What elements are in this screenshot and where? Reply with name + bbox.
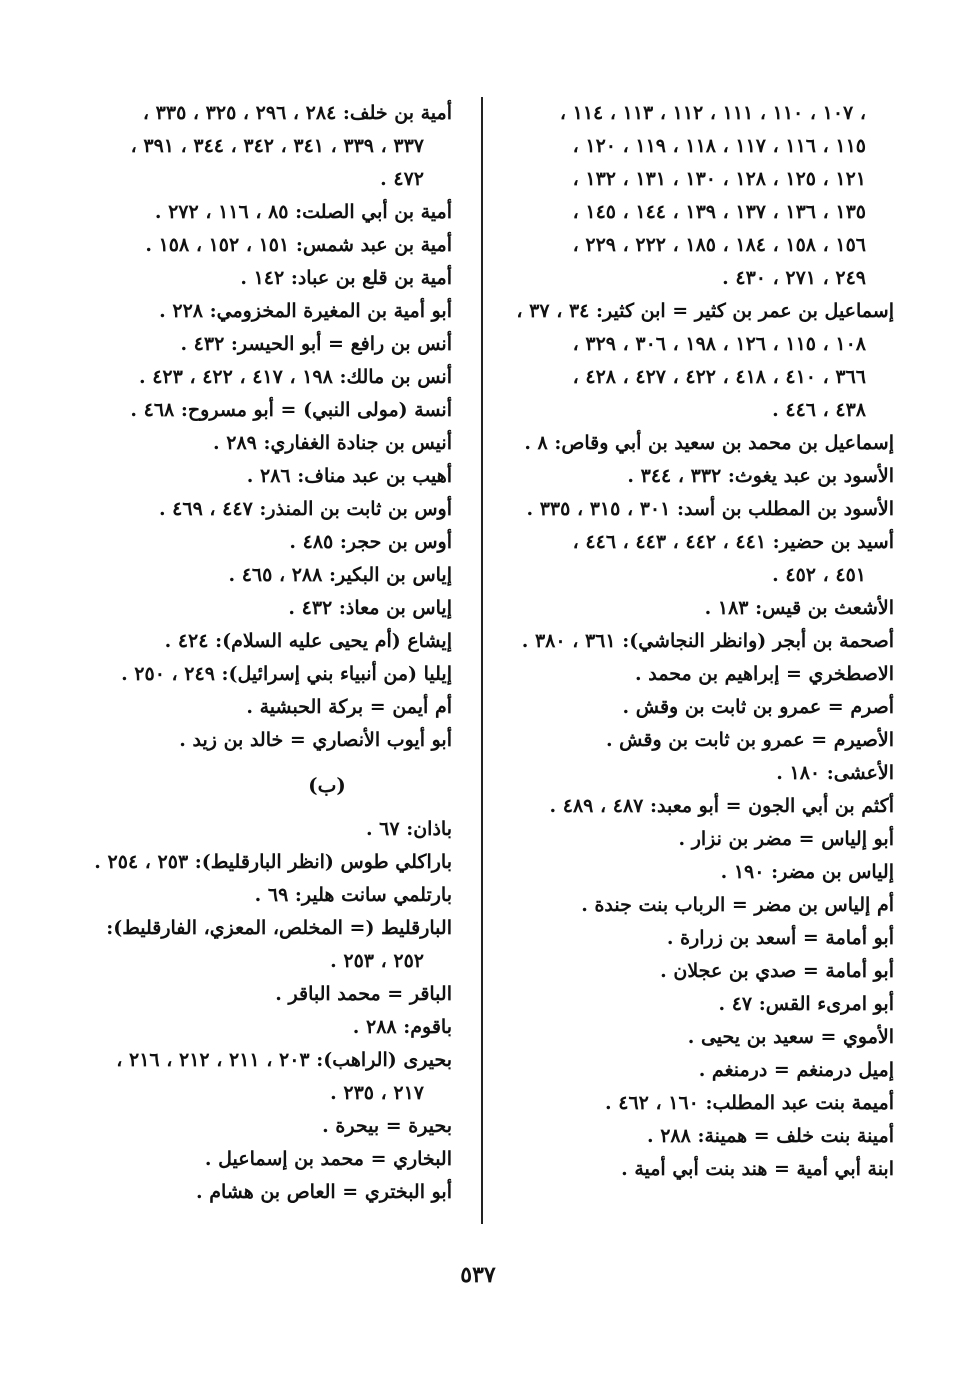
index-entry: الأسود بن عبد يغوث: ٣٣٢ ، ٣٤٤ . xyxy=(627,465,894,487)
left-column xyxy=(52,97,452,1209)
page-number: ٥٣٧ xyxy=(460,1262,496,1288)
index-entry: باذان: ٦٧ . xyxy=(365,818,452,840)
index-entry: أصحمة بن أبجر (وانظر النجاشي): ٣٦١ ، ٣٨٠ . xyxy=(521,630,894,652)
index-entry: أبو أمامة = أسعد بن زرارة . xyxy=(666,927,894,949)
index-entry: أبو أمية بن المغيرة المخزومي: ٢٢٨ . xyxy=(159,300,452,322)
index-entry: الأشعث بن قيس: ١٨٣ . xyxy=(704,597,894,619)
index-entry: إسماعيل بن محمد بن سعيد بن أبي وقاص: ٨ . xyxy=(524,432,894,454)
index-entry: أكثم بن أبي الجون = أبو معبد: ٤٨٧ ، ٤٨٩ . xyxy=(549,795,894,817)
index-entry: الاصطخري = إبراهيم بن محمد . xyxy=(635,663,894,685)
index-entry: إياس بن معاذ: ٤٣٢ . xyxy=(288,597,452,619)
index-entry: أهيب بن عبد مناف: ٢٨٦ . xyxy=(246,465,452,487)
index-entry: إيليا (من أنبياء بني إسرائيل): ٢٤٩ ، ٢٥٠ . xyxy=(121,663,452,685)
right-column xyxy=(502,97,894,1186)
index-entry-continuation: ٢٤٩ ، ٢٧١ ، ٤٣٠ . xyxy=(722,267,866,289)
index-entry-continuation: ١١٥ ، ١١٦ ، ١١٧ ، ١١٨ ، ١١٩ ، ١٢٠ ، xyxy=(572,135,866,157)
index-entry-continuation: ٣٦٦ ، ٤١٠ ، ٤١٨ ، ٤٢٢ ، ٤٢٧ ، ٤٢٨ ، xyxy=(572,366,866,388)
left-column-top-entries xyxy=(52,97,452,757)
column-divider xyxy=(481,97,483,1224)
index-entry: بحيرة = بيحرة . xyxy=(322,1115,452,1137)
index-entry: البارقليط (= المخلص، المعزي، الفارقليط): xyxy=(106,917,452,939)
index-entry: أبو امرىء القس: ٤٧ . xyxy=(718,993,894,1015)
index-entry-continuation: ١٠٨ ، ١١٥ ، ١٢٦ ، ١٩٨ ، ٣٠٦ ، ٣٢٩ ، xyxy=(572,333,866,355)
index-entry: ابنة أبي أمية = هند بنت أبي أمية . xyxy=(621,1158,894,1180)
index-entry: أمينة بنت خلف = همينة: ٢٨٨ . xyxy=(646,1125,894,1147)
index-entry-continuation: ٢١٧ ، ٢٣٥ . xyxy=(330,1082,424,1104)
index-entry: أبو إلياس = مضر بن نزار . xyxy=(678,828,894,850)
index-entry: البخاري = محمد بن إسماعيل . xyxy=(204,1148,452,1170)
index-entry-continuation: ٤٥١ ، ٤٥٢ . xyxy=(772,564,866,586)
index-entry: أبو أمامة = صدي بن عجلان . xyxy=(660,960,894,982)
index-entry-continuation: ٤٣٨ ، ٤٤٦ . xyxy=(772,399,866,421)
index-entry-continuation: ٢٥٢ ، ٢٥٣ . xyxy=(330,950,424,972)
index-entry: أنيس بن جنادة الغفاري: ٢٨٩ . xyxy=(213,432,452,454)
index-entry: أم أيمن = بركة الحبشية . xyxy=(246,696,452,718)
index-entry: أميمة بنت عبد المطلب: ١٦٠ ، ٤٦٢ . xyxy=(605,1092,894,1114)
index-entry: أنس بن مالك: ١٩٨ ، ٤١٧ ، ٤٢٢ ، ٤٢٣ . xyxy=(138,366,452,388)
index-entry-continuation: ، ١٠٧ ، ١١٠ ، ١١١ ، ١١٢ ، ١١٣ ، ١١٤ ، xyxy=(559,102,866,124)
index-entry: أنسة (مولى النبي) = أبو مسروح: ٤٦٨ . xyxy=(130,399,452,421)
index-entry: أنس بن رافع = أبو الحيسر: ٤٣٢ . xyxy=(180,333,452,355)
index-entry: الأموي = سعيد بن يحيى . xyxy=(687,1026,894,1048)
index-entry: بحيرى (الراهب): ٢٠٣ ، ٢١١ ، ٢١٢ ، ٢١٦ ، xyxy=(116,1049,452,1071)
index-entry: أمية بن عبد شمس: ١٥١ ، ١٥٢ ، ١٥٨ . xyxy=(145,234,452,256)
index-entry-continuation: ١٢١ ، ١٢٥ ، ١٢٨ ، ١٣٠ ، ١٣١ ، ١٣٢ ، xyxy=(572,168,866,190)
index-entry: إيشاع (أم يحيى عليه السلام): ٤٢٤ . xyxy=(164,630,452,652)
index-entry: أسيد بن حضير: ٤٤١ ، ٤٤٢ ، ٤٤٣ ، ٤٤٦ ، xyxy=(572,531,894,553)
index-entry: أبو أيوب الأنصاري = خالد بن زيد . xyxy=(179,729,452,751)
index-entry: أمية بن خلف: ٢٨٤ ، ٢٩٦ ، ٣٢٥ ، ٣٣٥ ، xyxy=(142,102,452,124)
left-column-bottom-entries xyxy=(52,813,452,1209)
index-entry: إياس بن البكير: ٢٨٨ ، ٤٦٥ . xyxy=(228,564,452,586)
index-entry: الباقر = محمد الباقر . xyxy=(275,983,452,1005)
index-entry-continuation: ٣٣٧ ، ٣٣٩ ، ٣٤١ ، ٣٤٢ ، ٣٤٤ ، ٣٩١ ، xyxy=(130,135,424,157)
index-entry: أبو البختري = العاص بن هشام . xyxy=(195,1181,452,1203)
index-entry: أوس بن ثابت بن المنذر: ٤٤٧ ، ٤٦٩ . xyxy=(158,498,452,520)
index-entry-continuation: ٤٧٢ . xyxy=(380,168,424,190)
index-entry: باقوم: ٢٨٨ . xyxy=(352,1016,452,1038)
index-entry: إلياس بن مضر: ١٩٠ . xyxy=(720,861,894,883)
index-entry: إسماعيل بن عمر بن كثير = ابن كثير: ٣٤ ، ٣٧ ، xyxy=(516,300,894,322)
index-entry: أمية بن قلع بن عباد: ١٤٢ . xyxy=(240,267,452,289)
index-entry: الأسود بن المطلب بن أسد: ٣٠١ ، ٣١٥ ، ٣٣٥ . xyxy=(526,498,894,520)
index-entry: إميل درمنغم = درمنغم . xyxy=(698,1059,894,1081)
index-entry-continuation: ١٣٥ ، ١٣٦ ، ١٣٧ ، ١٣٩ ، ١٤٤ ، ١٤٥ ، xyxy=(572,201,866,223)
index-entry: أوس بن حجر: ٤٨٥ . xyxy=(289,531,452,553)
index-entry: أصرم = عمرو بن ثابت بن وقش . xyxy=(622,696,894,718)
index-entry-continuation: ١٥٦ ، ١٥٨ ، ١٨٤ ، ١٨٥ ، ٢٢٢ ، ٢٢٩ ، xyxy=(572,234,866,256)
index-entry: أم إلياس بن مضر = الرباب بنت جندة . xyxy=(581,894,894,916)
index-entry: الأعشى: ١٨٠ . xyxy=(776,762,894,784)
index-entry: الأصيرم = عمرو بن ثابت بن وقش . xyxy=(605,729,894,751)
section-heading-ba: (ب) xyxy=(308,773,346,797)
index-entry: بارتلمي سانت هلير: ٦٩ . xyxy=(254,884,452,906)
index-entry: أمية بن أبي الصلت: ٨٥ ، ١١٦ ، ٢٧٢ . xyxy=(154,201,452,223)
index-entry: باراكلي طوس (انظر البارقليط): ٢٥٣ ، ٢٥٤ . xyxy=(94,851,452,873)
